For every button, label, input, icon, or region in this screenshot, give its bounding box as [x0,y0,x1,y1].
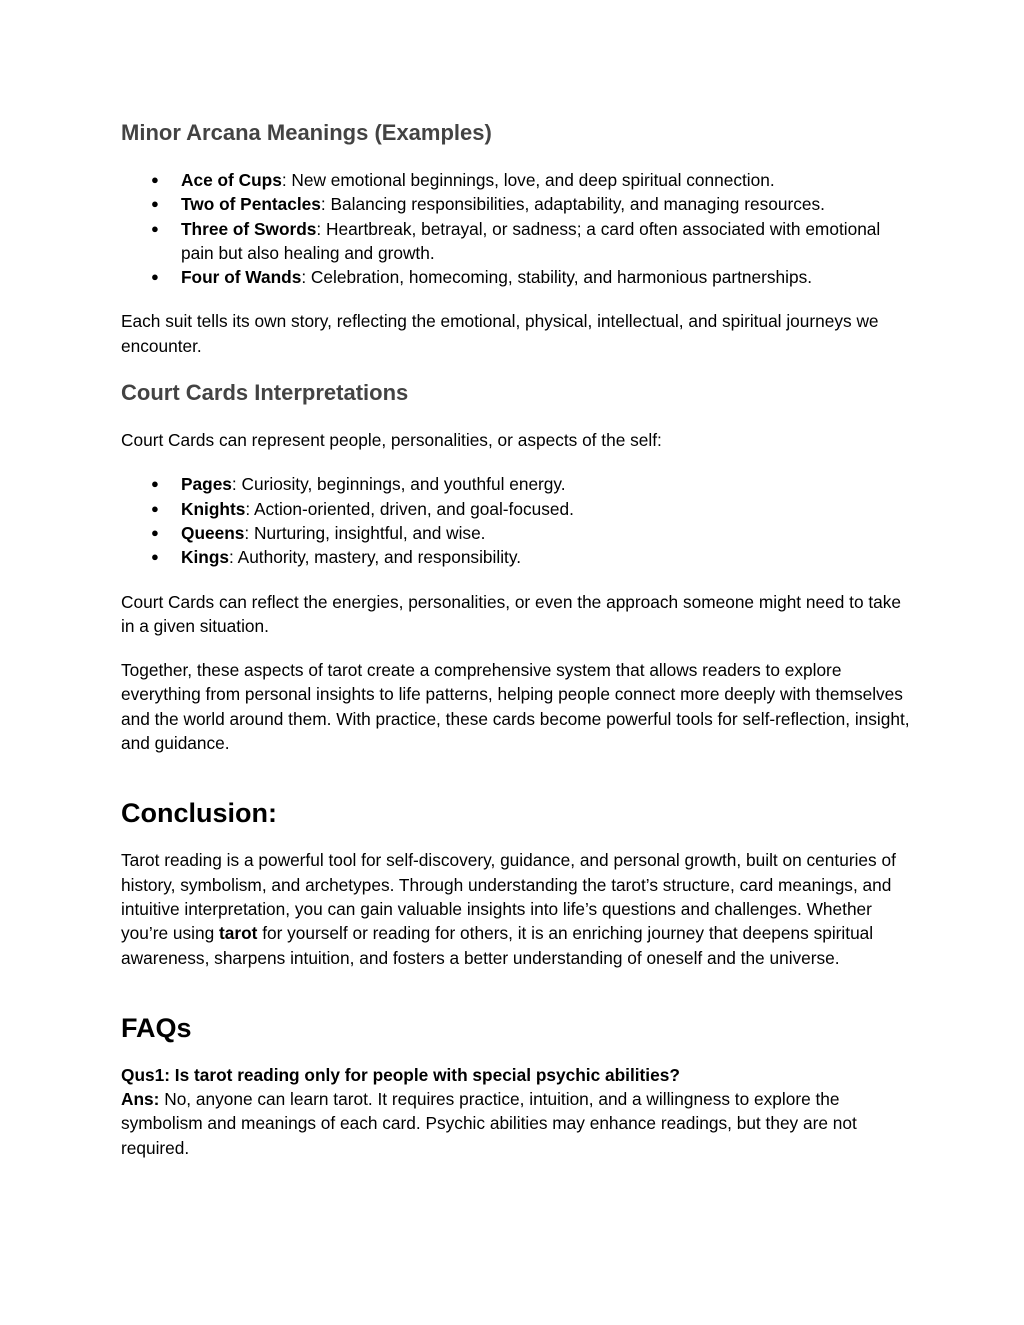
card-term: Ace of Cups [181,170,282,190]
conclusion-text-before: Tarot reading is a powerful tool for self-discovery, guidance, and personal growth, built on centuries of history, symbolism, and archetypes. Through understanding the tarot’s structure, card meanings, and intuitive interpretation, you can gain valuable insights into life’s questions and challenges. Whether you’re using [121,850,896,944]
card-description: : Action-oriented, driven, and goal-focused. [245,498,574,519]
list-item [121,168,911,192]
court-cards-heading: Court Cards Interpretations [121,380,409,406]
bullet-icon: ● [151,220,159,236]
list-item [121,192,911,216]
list-item [121,217,911,266]
card-term: Knights [181,498,246,519]
conclusion-bold-term: tarot [218,923,258,944]
card-term: Queens [181,522,245,543]
card-description: : Heartbreak, betrayal, or sadness; a card often associated with emotional pain but also healing and growth. [181,218,881,263]
card-description: : Celebration, homecoming, stability, and harmonious partnerships. [301,267,813,288]
card-description: : Authority, mastery, and responsibility. [229,547,521,568]
list-item [121,265,911,289]
list-item [121,521,911,545]
court-cards-reflect-paragraph: Court Cards can reflect the energies, personalities, or even the approach someone might need to take in a given situation. [121,591,902,636]
card-description: : New emotional beginnings, love, and deep spiritual connection. [281,170,775,190]
faq-answer [121,1087,911,1160]
card-term: Three of Swords [181,218,317,239]
conclusion-heading: Conclusion: [121,798,277,829]
conclusion-paragraph [121,848,911,969]
bullet-icon: ● [151,524,159,540]
conclusion-text-after: for yourself or reading for others, it is an enriching journey that deepens spiritual awareness, sharpens intuition, and fosters a better understanding of oneself and the universe. [121,923,874,968]
list-item [121,545,911,569]
faq-question [121,1063,911,1087]
minor-arcana-list [121,168,911,289]
faq-answer-label: Ans: [121,1089,160,1110]
card-term: Two of Pentacles [181,194,321,215]
faq-question-text: Qus1: Is tarot reading only for people with special psychic abilities? [121,1064,680,1085]
card-description: : Curiosity, beginnings, and youthful energy. [231,474,566,495]
together-paragraph: Together, these aspects of tarot create a comprehensive system that allows readers to explore everything from personal insights to life patterns, helping people connect more deeply with themselves and the world around them. With practice, these cards become powerful tools for self-reflection, insight, and guidance. [121,660,910,754]
bullet-icon: ● [151,476,159,492]
court-cards-intro: Court Cards can represent people, personalities, or aspects of the self: [121,430,662,451]
minor-arcana-heading: Minor Arcana Meanings (Examples) [121,120,492,145]
card-description: : Nurturing, insightful, and wise. [244,522,486,543]
court-cards-list [121,472,911,569]
list-item [121,472,911,496]
card-term: Kings [181,547,230,568]
bullet-icon: ● [151,196,159,212]
bullet-icon: ● [151,269,159,285]
suit-summary-paragraph: Each suit tells its own story, reflecting the emotional, physical, intellectual, and spiritual journeys we encounter. [121,311,879,356]
list-item [121,497,911,521]
card-term: Four of Wands [181,267,302,288]
faq-answer-text: No, anyone can learn tarot. It requires practice, intuition, and a willingness to explore the symbolism and meanings of each card. Psychic abilities may enhance readings, but they are not required. [121,1089,857,1158]
bullet-icon: ● [151,500,159,516]
document-page [121,118,911,1160]
bullet-icon: ● [151,549,159,565]
bullet-icon: ● [151,172,159,187]
card-term: Pages [181,474,232,495]
faqs-heading: FAQs [121,1012,192,1043]
card-description: : Balancing responsibilities, adaptability, and managing resources. [320,194,825,215]
